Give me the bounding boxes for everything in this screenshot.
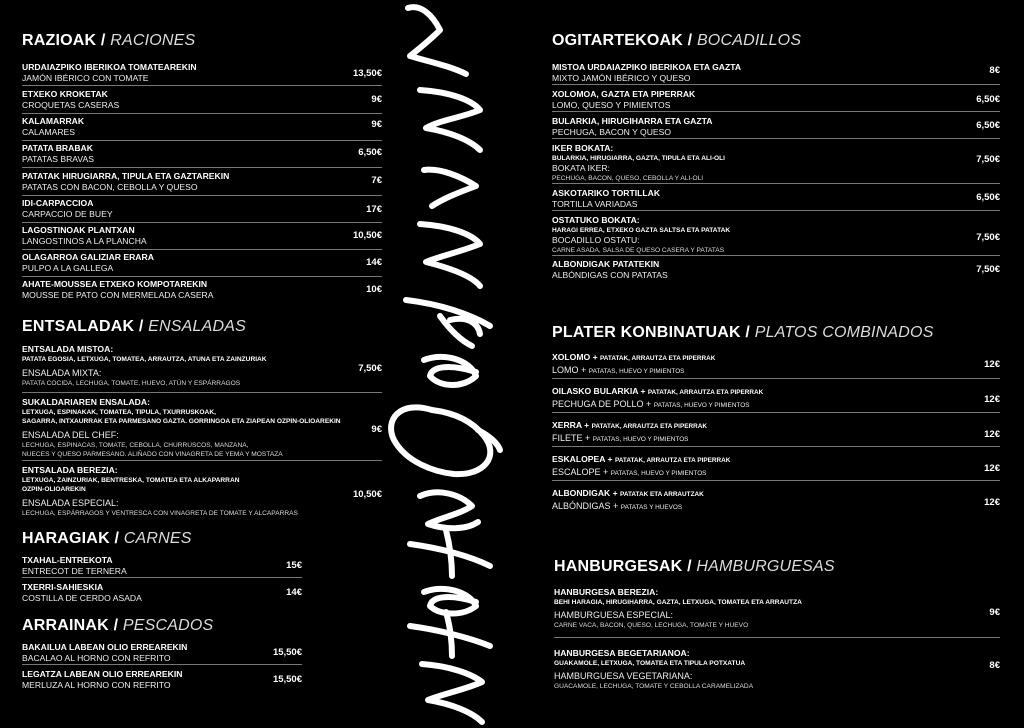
menu-item	[22, 143, 382, 168]
item-price: 7,50€	[976, 264, 1000, 275]
item-name-es: MIXTO JAMÓN IBÉRICO Y QUESO	[552, 73, 691, 83]
item-price: 8€	[989, 660, 1000, 671]
section-title-hamburguesas	[554, 558, 835, 576]
menu-item	[552, 259, 1000, 281]
item-name-es: CARPACCIO DE BUEY	[22, 209, 113, 219]
item-name-es: FILETE +	[552, 433, 591, 443]
section-title-combinados	[552, 324, 934, 342]
item-desc-es: LECHUGA, ESPÁRRAGOS Y VENTRESCA CON VINAGRETA DE TOMATE Y ALCAPARRAS	[22, 510, 298, 517]
item-name-eu: HANBURGESA BEREZIA:	[554, 587, 659, 597]
item-price: 7€	[371, 175, 382, 186]
item-desc-es: CARNE ASADA, SALSA DE QUESO CASERA Y PATATAS	[552, 247, 725, 254]
item-name-eu: TXERRI-SAHIESKIA	[22, 582, 104, 592]
item-name-eu: XOLOMO +	[552, 352, 598, 362]
item-name-eu: ENTSALADA BEREZIA:	[22, 465, 118, 475]
item-desc-es: GUACAMOLE, LECHUGA, TOMATE Y CEBOLLA CARAMELIZADA	[554, 683, 754, 690]
item-name-eu: OILASKO BULARKIA +	[552, 386, 646, 396]
item-name-eu: ALBONDIGAK +	[552, 488, 618, 498]
section-title-es: PLATOS COMBINADOS	[754, 324, 934, 341]
section-title-eu: OGITARTEKOAK /	[552, 32, 693, 49]
menu-item	[554, 648, 1000, 698]
item-desc-es: PATATAS, HUEVO Y PIMIENTOS	[610, 470, 707, 477]
item-price: 9€	[371, 424, 382, 435]
menu-item	[22, 279, 382, 303]
item-name-eu: OLAGARROA GALIZIAR ERARA	[22, 252, 154, 262]
item-name-es: LOMO +	[552, 365, 587, 375]
item-desc-eu: OZPIN-OLIOAREKIN	[22, 486, 86, 493]
menu-item	[22, 669, 302, 691]
item-name-eu: BULARKIA, HIRUGIHARRA ETA GAZTA	[552, 116, 713, 126]
item-desc-eu: BEHI HARAGIA, HIRUGIHARRA, GAZTA, LETXUGA, TOMATEA ETA ARRAUTZA	[554, 599, 802, 606]
item-name-es: MOUSSE DE PATO CON MERMELADA CASERA	[22, 290, 214, 300]
item-name-es: MERLUZA AL HORNO CON REFRITO	[22, 680, 171, 690]
script-logo	[380, 0, 530, 728]
item-name-es: ENSALADA MIXTA:	[22, 368, 102, 378]
item-price: 10,50€	[352, 230, 382, 241]
item-name-eu: PATATAK HIRUGIARRA, TIPULA ETA GAZTAREKIN	[22, 171, 230, 181]
menu-item	[22, 198, 382, 223]
item-desc-es: PATATAS, HUEVO Y PIMIENTOS	[588, 368, 685, 375]
item-desc-eu: PATATAK, ARRAUTZA ETA PIPERRAK	[591, 423, 707, 430]
item-name-eu: KALAMARRAK	[22, 116, 85, 126]
item-price: 15€	[286, 560, 302, 571]
item-desc-eu: PATATAK, ARRAUTZA ETA PIPERRAK	[614, 457, 731, 464]
item-name-es: ENTRECOT DE TERNERA	[22, 566, 127, 576]
item-name-eu: BAKAILUA LABEAN OLIO ERREAREKIN	[22, 642, 188, 652]
item-price: 13,50€	[352, 68, 382, 79]
menu-item	[22, 642, 302, 665]
item-name-eu: IKER BOKATA:	[552, 143, 614, 153]
item-desc-es: CARNE VACA, BACON, QUESO, LECHUGA, TOMATE Y HUEVO	[554, 622, 749, 629]
item-name-es: ENSALADA DEL CHEF:	[22, 430, 119, 440]
item-name-es: TORTILLA VARIADAS	[552, 199, 638, 209]
item-name-es: LANGOSTINOS A LA PLANCHA	[22, 236, 147, 246]
menu-item	[22, 171, 382, 196]
item-price: 9€	[371, 94, 382, 105]
menu-item	[22, 116, 382, 141]
item-name-es: ALBÓNDIGAS CON PATATAS	[552, 270, 668, 280]
item-name-eu: TXAHAL-ENTREKOTA	[22, 555, 113, 565]
item-name-eu: ESKALOPEA +	[552, 454, 613, 464]
item-desc-eu: BULARKIA, HIRUGIARRA, GAZTA, TIPULA ETA ALI-OLI	[552, 155, 726, 162]
menu-item	[552, 89, 1000, 112]
menu-item	[554, 587, 1000, 638]
item-name-es: HAMBURGUESA ESPECIAL:	[554, 610, 674, 620]
menu-item	[22, 465, 382, 521]
item-name-es: LOMO, QUESO Y PIMIENTOS	[552, 100, 671, 110]
item-price: 17€	[366, 204, 382, 215]
item-name-eu: IDI-CARPACCIOA	[22, 198, 94, 208]
item-desc-eu: GUAKAMOLE, LETXUGA, TOMATEA ETA TIPULA POTXATUA	[554, 660, 746, 667]
item-name-es: JAMÓN IBÉRICO CON TOMATE	[22, 73, 149, 83]
item-price: 8€	[989, 65, 1000, 76]
item-price: 12€	[984, 463, 1000, 474]
item-price: 7,50€	[976, 232, 1000, 243]
item-name-eu: ETXEKO KROKETAK	[22, 89, 108, 99]
menu-item	[552, 352, 1000, 379]
item-price: 12€	[984, 394, 1000, 405]
item-desc-es: LECHUGA, ESPINACAS, TOMATE, CEBOLLA, CHURRUSCOS, MANZANA,	[22, 442, 249, 449]
item-price: 12€	[984, 497, 1000, 508]
item-price: 15,50€	[272, 647, 302, 658]
section-title-eu: RAZIOAK /	[22, 32, 106, 49]
item-price: 10,50€	[352, 489, 382, 500]
menu-item	[22, 582, 302, 604]
item-price: 12€	[984, 359, 1000, 370]
menu-item	[552, 188, 1000, 211]
section-title-eu: HARAGIAK /	[22, 530, 120, 547]
item-name-es: BOKATA IKER:	[552, 163, 610, 173]
menu-item	[552, 488, 1000, 514]
item-name-es: PATATAS BRAVAS	[22, 154, 94, 164]
menu-item	[552, 215, 1000, 256]
section-title-eu: HANBURGESAK /	[554, 558, 692, 575]
item-desc-eu: HARAGI ERREA, ETXEKO GAZTA SALTSA ETA PATATAK	[552, 227, 731, 234]
item-name-eu: OSTATUKO BOKATA:	[552, 215, 640, 225]
menu-item	[552, 386, 1000, 413]
item-price: 14€	[286, 587, 302, 598]
item-desc-eu: LETXUGA, ESPINAKAK, TOMATEA, TIPULA, TXURRUSKOAK,	[22, 409, 216, 416]
item-desc-es: NUECES Y QUESO PARMESANO. ALIÑADO CON VINAGRETA DE YEMA Y MOSTAZA	[22, 451, 283, 458]
item-desc-es: PECHUGA, BACON, QUESO, CEBOLLA Y ALI-OLI	[552, 175, 704, 182]
item-name-eu: LAGOSTINOAK PLANTXAN	[22, 225, 135, 235]
item-desc-eu: PATATA EGOSIA, LETXUGA, TOMATEA, ARRAUTZA, ATUNA ETA ZAINZURIAK	[22, 356, 267, 363]
item-name-es: PECHUGA DE POLLO +	[552, 399, 652, 409]
item-name-eu: XOLOMOA, GAZTA ETA PIPERRAK	[552, 89, 696, 99]
item-desc-es: PATATAS, HUEVO Y PIMIENTOS	[592, 436, 689, 443]
item-price: 15,50€	[272, 674, 302, 685]
menu-item	[22, 344, 382, 393]
menu-item	[22, 555, 302, 578]
item-desc-eu: PATATAK, ARRAUTZA ETA PIPERRAK	[600, 355, 716, 362]
item-desc-eu: PATATAK, ARRAUTZA ETA PIPERRAK	[647, 389, 764, 396]
item-desc-es: PATATAS, HUEVO Y PIMIENTOS	[653, 402, 750, 409]
section-title-es: PESCADOS	[122, 617, 214, 634]
item-price: 7,50€	[976, 154, 1000, 165]
item-name-eu: LEGATZA LABEAN OLIO ERREAREKIN	[22, 669, 183, 679]
section-title-eu: ARRAINAK /	[22, 617, 119, 634]
section-title-ensaladas	[22, 318, 246, 336]
section-title-eu: PLATER KONBINATUAK /	[552, 324, 751, 341]
menu-item	[552, 420, 1000, 447]
item-price: 6,50€	[358, 147, 382, 158]
menu-item	[552, 62, 1000, 85]
section-title-es: HAMBURGUESAS	[696, 558, 835, 575]
section-title-raciones	[22, 32, 195, 50]
item-name-es: BACALAO AL HORNO CON REFRITO	[22, 653, 171, 663]
menu-item	[22, 252, 382, 277]
section-title-carnes	[22, 530, 192, 548]
section-title-es: BOCADILLOS	[696, 32, 802, 49]
item-desc-eu: LETXUGA, ZAINZURIAK, BENTRESKA, TOMATEA ETA ALKAPARRAN	[22, 477, 240, 484]
section-title-eu: ENTSALADAK /	[22, 318, 144, 335]
item-name-es: HAMBURGUESA VEGETARIANA:	[554, 671, 693, 681]
menu-item	[22, 225, 382, 250]
item-name-eu: AHATE-MOUSSEA ETXEKO KOMPOTAREKIN	[22, 279, 208, 289]
item-name-es: BOCADILLO OSTATU:	[552, 235, 640, 245]
item-name-eu: ASKOTARIKO TORTILLAK	[552, 188, 661, 198]
item-name-es: CROQUETAS CASERAS	[22, 100, 120, 110]
menu-item	[22, 62, 382, 86]
item-price: 10€	[366, 284, 382, 295]
item-price: 6,50€	[976, 94, 1000, 105]
section-title-bocadillos	[552, 32, 801, 50]
item-price: 6,50€	[976, 192, 1000, 203]
item-price: 12€	[984, 429, 1000, 440]
section-title-es: ENSALADAS	[148, 318, 247, 335]
item-name-es: CALAMARES	[22, 127, 76, 137]
menu-item	[22, 89, 382, 114]
item-name-eu: ENTSALADA MISTOA:	[22, 344, 114, 354]
menu-item	[552, 143, 1000, 184]
item-price: 7,50€	[358, 363, 382, 374]
item-name-eu: PATATA BRABAK	[22, 143, 93, 153]
item-name-eu: URDAIAZPIKO IBERIKOA TOMATEAREKIN	[22, 62, 197, 72]
menu-item	[552, 116, 1000, 139]
item-name-eu: ALBONDIGAK PATATEKIN	[552, 259, 660, 269]
item-price: 14€	[366, 257, 382, 268]
item-name-es: COSTILLA DE CERDO ASADA	[22, 593, 142, 603]
menu-item	[552, 454, 1000, 481]
item-name-eu: SUKALDARIAREN ENSALADA:	[22, 397, 150, 407]
item-desc-es: PATATAS Y HUEVOS	[620, 504, 683, 511]
item-name-es: PECHUGA, BACON Y QUESO	[552, 127, 672, 137]
item-name-eu: XERRA +	[552, 420, 590, 430]
section-title-es: RACIONES	[110, 32, 196, 49]
item-name-es: ALBÓNDIGAS +	[552, 501, 619, 511]
section-title-es: CARNES	[123, 530, 192, 547]
item-price: 9€	[371, 119, 382, 130]
item-name-es: PULPO A LA GALLEGA	[22, 263, 114, 273]
item-desc-eu: PATATAK ETA ARRAUTZAK	[620, 491, 704, 498]
item-name-es: ESCALOPE +	[552, 467, 609, 477]
menu-item	[22, 397, 382, 461]
item-name-eu: HANBURGESA BEGETARIANOA:	[554, 648, 690, 658]
item-desc-es: PATATA COCIDA, LECHUGA, TOMATE, HUEVO, ATÚN Y ESPÁRRAGOS	[22, 380, 241, 387]
item-name-es: ENSALADA ESPECIAL:	[22, 498, 119, 508]
section-title-pescados	[22, 617, 213, 635]
item-price: 9€	[989, 607, 1000, 618]
item-desc-eu: SAGARRA, INTXAURRAK ETA PARMESANO GAZTA. GORRINGOA ETA ZIAPEAN OZPIN-OLIOAREKIN	[22, 418, 341, 425]
item-name-eu: MISTOA URDAIAZPIKO IBERIKOA ETA GAZTA	[552, 62, 742, 72]
item-name-es: PATATAS CON BACON, CEBOLLA Y QUESO	[22, 182, 198, 192]
item-price: 6,50€	[976, 120, 1000, 131]
